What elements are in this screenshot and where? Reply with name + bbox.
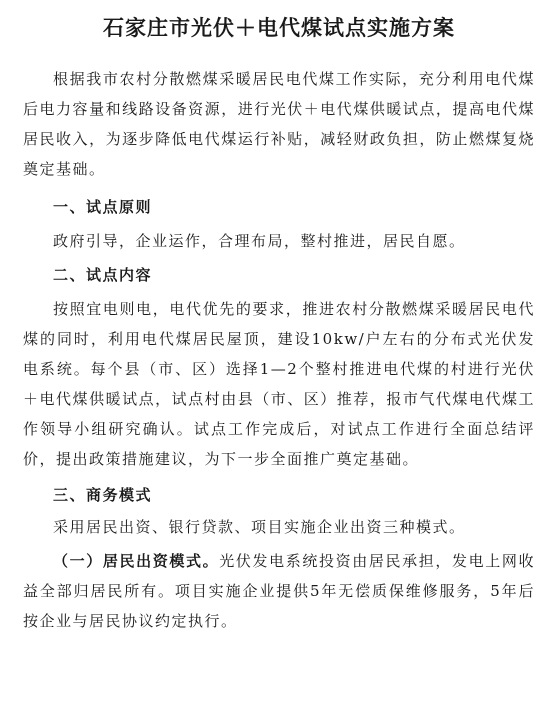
resident-funding-text: 光伏发电系统投资由居民承担，发电上网收益全部归居民所有。项目实施企业提供5年无偿质保维修服务，5年后按企业与居民协议约定执行。	[23, 552, 535, 630]
resident-funding-lead: （一）居民出资模式。	[53, 552, 220, 570]
document-title: 石家庄市光伏＋电代煤试点实施方案	[103, 15, 455, 40]
section-text-content: 按照宜电则电，电代优先的要求，推进农村分散燃煤采暖居民电代煤的同时，利用电代煤居民屋顶，建设10kw/户左右的分布式光伏发电系统。每个县（市、区）选择1—2个整村推进电代煤的村进行光伏＋电代煤供暖试点，试点村由县（市、区）推荐，报市气代煤电代煤工作领导小组研究确认。试点工作完成后，对试点工作进行全面总结评价，提出政策措施建议，为下一步全面推广奠定基础。	[23, 300, 535, 468]
section-heading-content: 二、试点内容	[53, 266, 153, 284]
section-text-principles: 政府引导，企业运作，合理布局，整村推进，居民自愿。	[53, 232, 466, 250]
resident-funding-item	[23, 546, 535, 636]
intro-paragraph: 根据我市农村分散燃煤采暖居民电代煤工作实际，充分利用电代煤后电力容量和线路设备资源，进行光伏＋电代煤供暖试点，提高电代煤居民收入，为逐步降低电代煤运行补贴，减轻财政负担，防止燃煤复烧奠定基础。	[23, 70, 535, 178]
document-page	[23, 0, 535, 636]
section-heading-business-model: 三、商务模式	[53, 486, 153, 504]
section-heading-principles: 一、试点原则	[53, 198, 153, 216]
section-text-business-model: 采用居民出资、银行贷款、项目实施企业出资三种模式。	[53, 518, 466, 536]
